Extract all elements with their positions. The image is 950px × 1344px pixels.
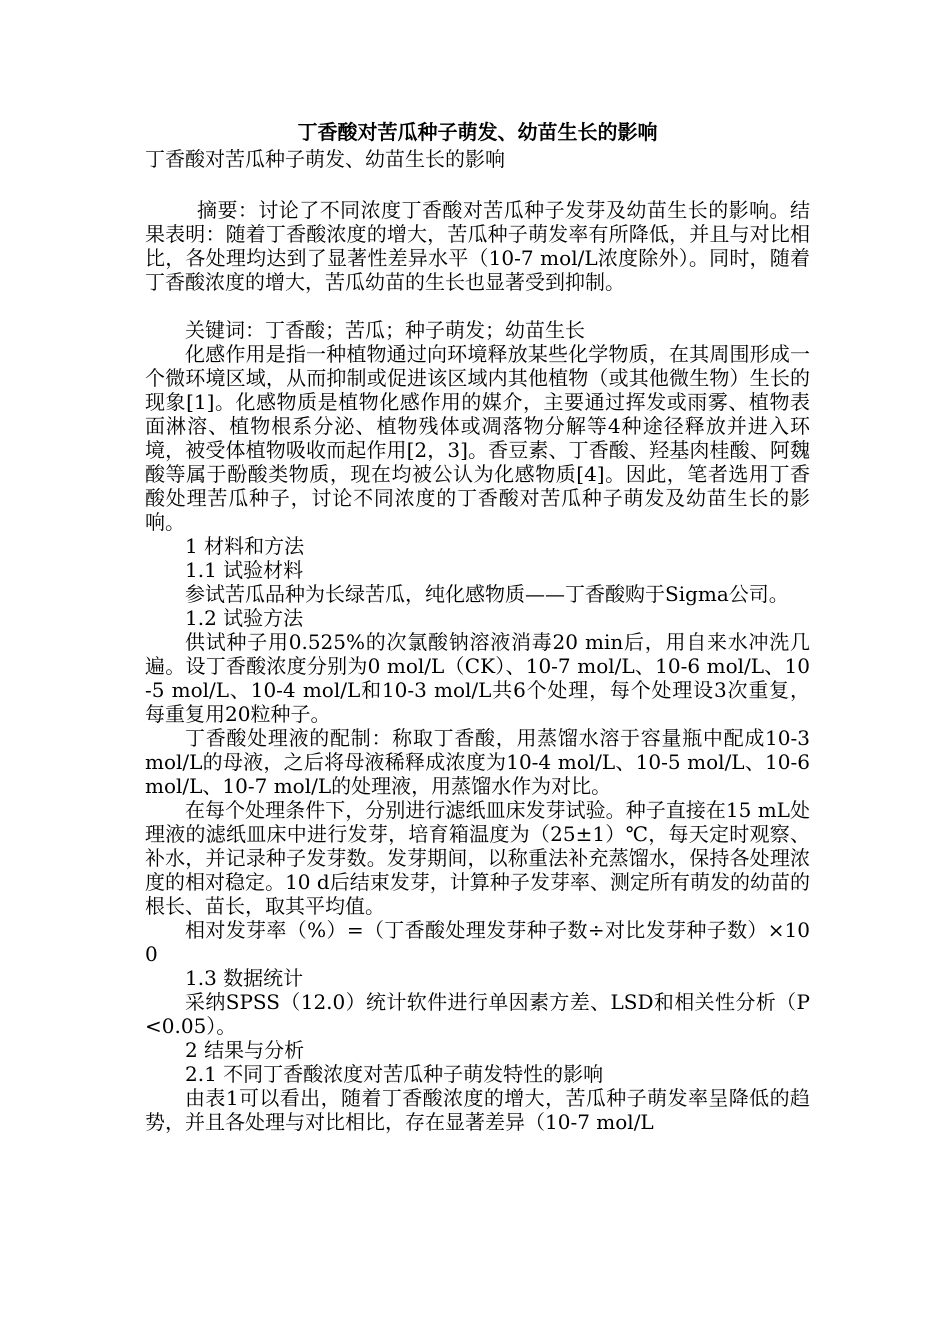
subsection-heading-germination: 2.1 不同丁香酸浓度对苦瓜种子萌发特性的影响 bbox=[185, 1062, 604, 1086]
subsection-heading-test-materials: 1.1 试验材料 bbox=[185, 558, 304, 582]
document-title: 丁香酸对苦瓜种子萌发、幼苗生长的影响 bbox=[297, 120, 658, 144]
abstract-paragraph: 摘要：讨论了不同浓度丁香酸对苦瓜种子发芽及幼苗生长的影响。结果表明：随着丁香酸浓度的增大，苦瓜种子萌发率有所降低，并且与对比相比，各处理均达到了显著性差异水平（10-7 mol/L浓度除外）。同时，随着丁香酸浓度的增大，苦瓜幼苗的生长也显著受到抑制。 bbox=[145, 198, 810, 294]
subsection-heading-test-methods: 1.2 试验方法 bbox=[185, 606, 304, 630]
methods-paragraph-1: 供试种子用0.525%的次氯酸钠溶液消毒20 min后，用自来水冲洗几遍。设丁香酸浓度分别为0 mol/L（CK）、10-7 mol/L、10-6 mol/L、10-5 mol/L、10-4 mol/L和10-3 mol/L共6个处理，每个处理设3次重复，每重复用20粒种子。 bbox=[145, 630, 810, 726]
subsection-heading-statistics: 1.3 数据统计 bbox=[185, 966, 304, 990]
intro-paragraph: 化感作用是指一种植物通过向环境释放某些化学物质，在其周围形成一个微环境区域，从而抑制或促进该区域内其他植物（或其他微生物）生长的现象[1]。化感物质是植物化感作用的媒介，主要通过挥发或雨雾、植物表面淋溶、植物根系分泌、植物残体或凋落物分解等4种途径释放并进入环境，被受体植物吸收而起作用[2，3]。香豆素、丁香酸、羟基肉桂酸、阿魏酸等属于酚酸类物质，现在均被公认为化感物质[4]。因此，笔者选用丁香酸处理苦瓜种子，讨论不同浓度的丁香酸对苦瓜种子萌发及幼苗生长的影响。 bbox=[145, 342, 810, 534]
section-heading-results: 2 结果与分析 bbox=[185, 1038, 305, 1062]
statistics-paragraph: 采纳SPSS（12.0）统计软件进行单因素方差、LSD和相关性分析（P<0.05）。 bbox=[145, 990, 810, 1038]
methods-paragraph-2: 丁香酸处理液的配制：称取丁香酸，用蒸馏水溶于容量瓶中配成10-3 mol/L的母液，之后将母液稀释成浓度为10-4 mol/L、10-5 mol/L、10-6 mol/L、10-7 mol/L的处理液，用蒸馏水作为对比。 bbox=[145, 726, 810, 798]
section-heading-materials-methods: 1 材料和方法 bbox=[185, 534, 305, 558]
keywords-line: 关键词：丁香酸；苦瓜；种子萌发；幼苗生长 bbox=[185, 318, 585, 342]
results-paragraph: 由表1可以看出，随着丁香酸浓度的增大，苦瓜种子萌发率呈降低的趋势，并且各处理与对比相比，存在显著差异（10-7 mol/L bbox=[145, 1086, 810, 1134]
formula-paragraph: 相对发芽率（%）=（丁香酸处理发芽种子数÷对比发芽种子数）×100 bbox=[145, 918, 810, 966]
methods-paragraph-3: 在每个处理条件下，分别进行滤纸皿床发芽试验。种子直接在15 mL处理液的滤纸皿床中进行发芽，培育箱温度为（25±1）℃，每天定时观察、补水，并记录种子发芽数。发芽期间，以称重法补充蒸馏水，保持各处理浓度的相对稳定。10 d后结束发芽，计算种子发芽率、测定所有萌发的幼苗的根长、苗长，取其平均值。 bbox=[145, 798, 810, 918]
materials-paragraph: 参试苦瓜品种为长绿苦瓜，纯化感物质——丁香酸购于Sigma公司。 bbox=[185, 582, 789, 606]
document-page bbox=[145, 118, 810, 1134]
document-subtitle: 丁香酸对苦瓜种子萌发、幼苗生长的影响 bbox=[145, 147, 505, 171]
